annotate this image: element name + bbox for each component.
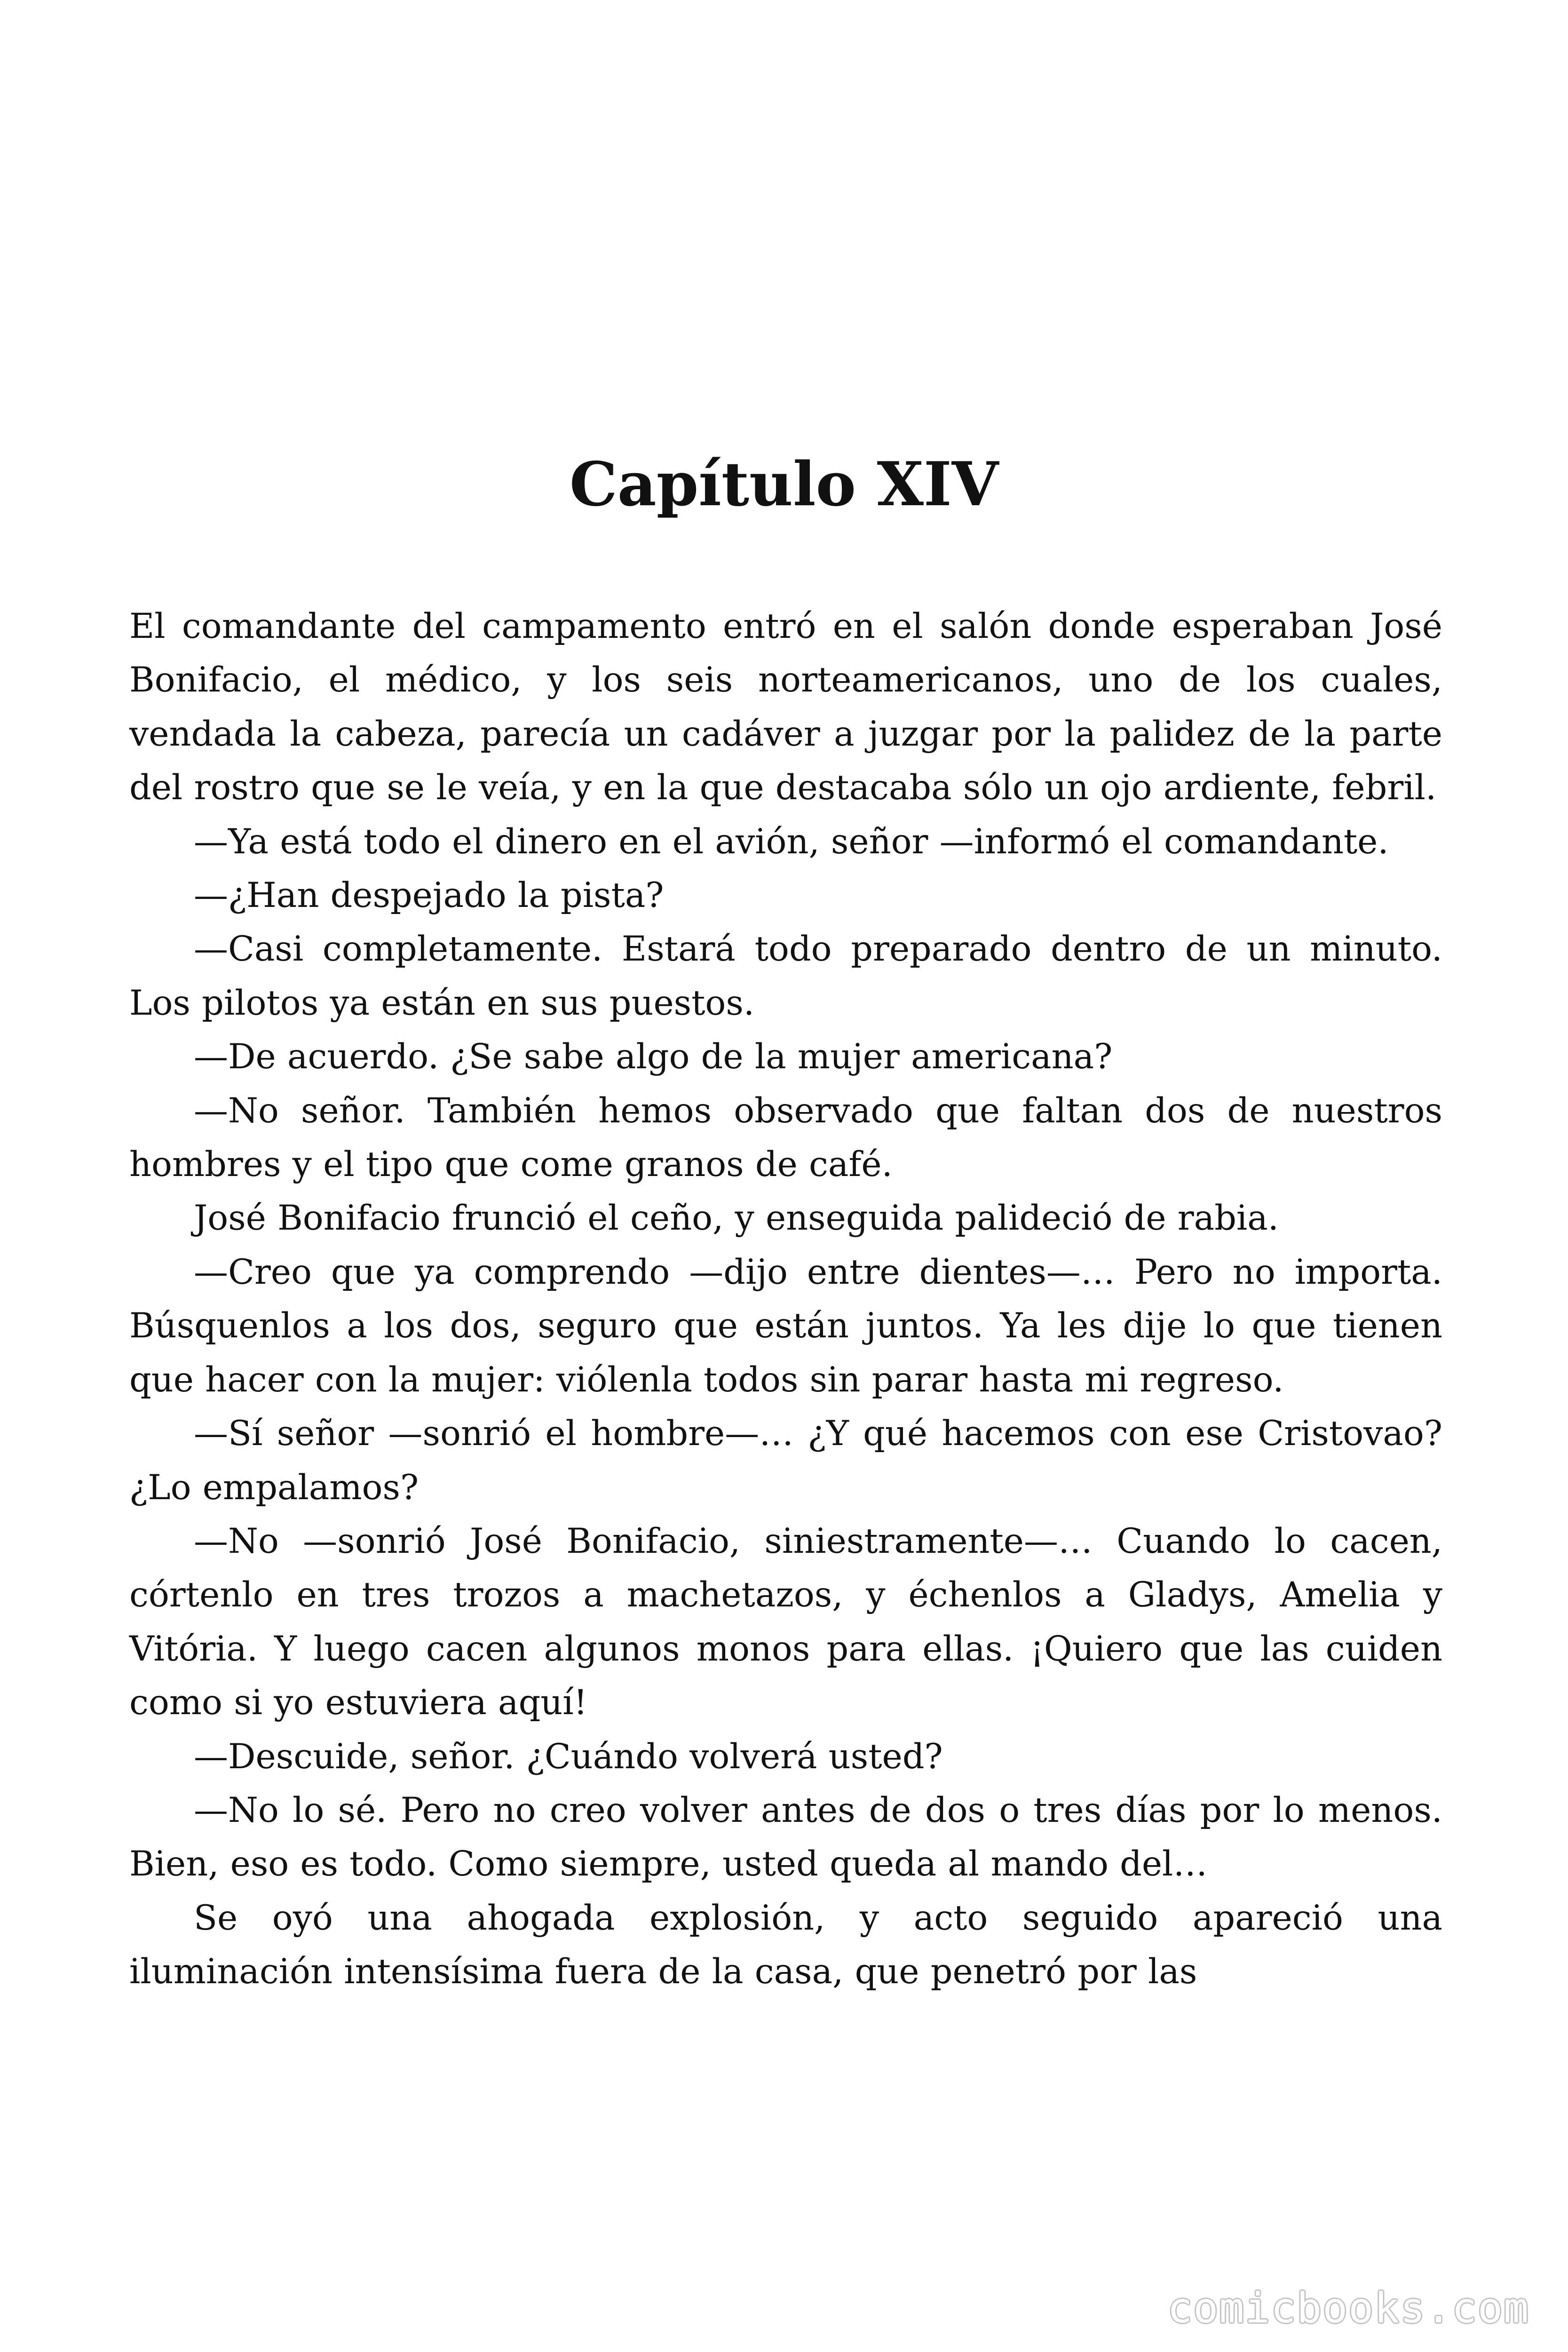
paragraph: —No lo sé. Pero no creo volver antes de dos o tres días por lo menos. Bien, eso es todo. Como siempre, usted queda al mando del… [129, 1790, 1442, 1884]
paragraph: —Ya está todo el dinero en el avión, señor —informó el comandante. [194, 821, 1389, 862]
chapter-body [129, 600, 1442, 1999]
paragraph: —Descuide, señor. ¿Cuándo volverá usted? [194, 1736, 943, 1777]
paragraph: Se oyó una ahogada explosión, y acto seguido apareció una iluminación intensísima fuera de la casa, que penetró por las [129, 1898, 1442, 1992]
paragraph: —¿Han despejado la pista? [194, 875, 664, 916]
paragraph: —Casi completamente. Estará todo preparado dentro de un minuto. Los pilotos ya están en sus puestos. [129, 929, 1442, 1023]
paragraph: —No señor. También hemos observado que faltan dos de nuestros hombres y el tipo que come granos de café. [129, 1090, 1442, 1185]
paragraph: José Bonifacio frunció el ceño, y enseguida palideció de rabia. [194, 1198, 1279, 1239]
paragraph: El comandante del campamento entró en el salón donde esperaban José Bonifacio, el médico, y los seis norteamericanos, uno de los cuales, vendada la cabeza, parecía un cadáver a juzgar por la palidez de la parte del rostro que se le veía, y en la que destacaba sólo un ojo ardiente, febril. [129, 606, 1442, 808]
paragraph: —Sí señor —sonrió el hombre—… ¿Y qué hacemos con ese Cristovao? ¿Lo empalamos? [129, 1414, 1442, 1508]
watermark: comicbooks.com [1167, 2284, 1529, 2332]
paragraph: —De acuerdo. ¿Se sabe algo de la mujer americana? [194, 1037, 1113, 1077]
paragraph: —Creo que ya comprendo —dijo entre dientes—… Pero no importa. Búsquenlos a los dos, seguro que están juntos. Ya les dije lo que tienen que hacer con la mujer: viólenla todos sin parar hasta mi regreso. [129, 1252, 1442, 1400]
chapter-title: Capítulo XIV [569, 449, 999, 520]
paragraph: —No —sonrió José Bonifacio, siniestramente—… Cuando lo cacen, córtenlo en tres trozos a machetazos, y échenlos a Gladys, Amelia y Vitória. Y luego cacen algunos monos para ellas. ¡Quiero que las cuiden como si yo estuviera aquí! [129, 1521, 1442, 1723]
